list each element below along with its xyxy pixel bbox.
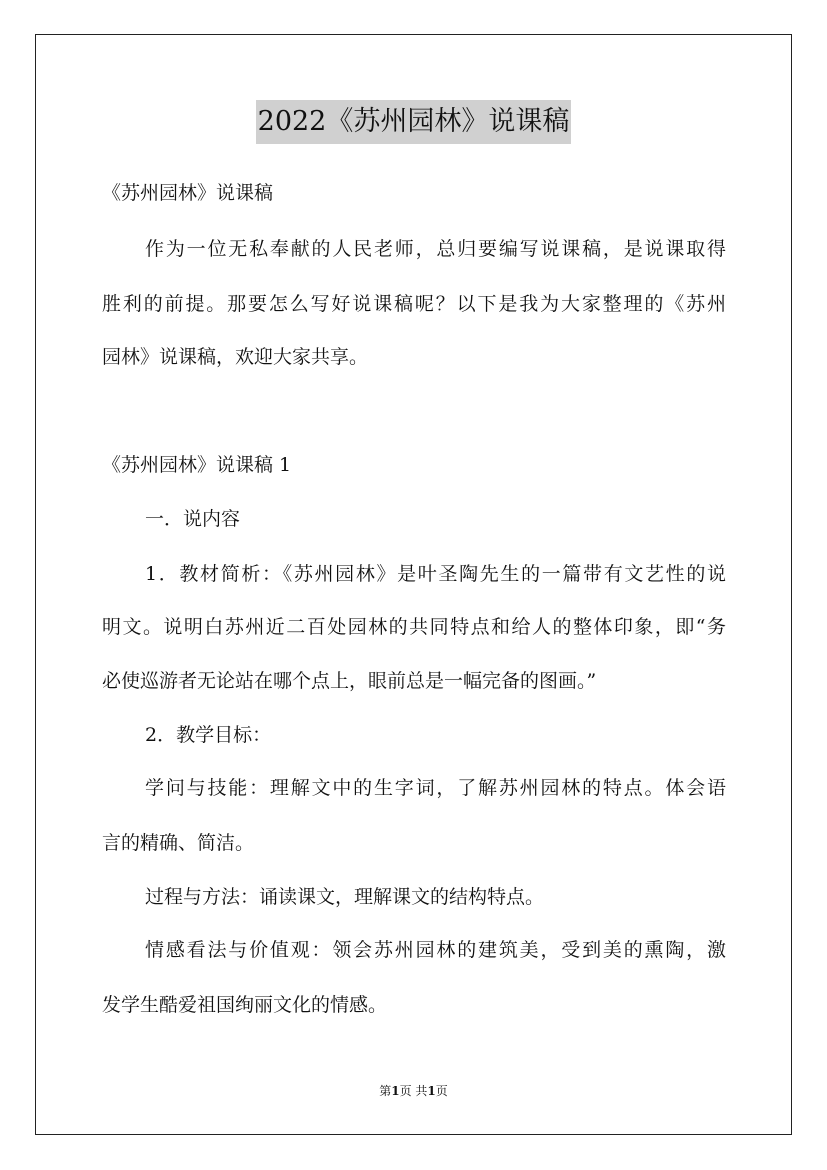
footer-page-number: 1: [391, 1084, 400, 1098]
intro-line-3: 园林》说课稿，欢迎大家共享。: [102, 346, 369, 368]
section-heading: 《苏州园林》说课稿 1: [102, 454, 292, 476]
document-title: [0, 100, 827, 144]
skills-line-2: 言的精确、简洁。: [102, 832, 255, 854]
footer-page-total: 1: [427, 1084, 436, 1098]
item1-line-1: 1．教材简析：《苏州园林》是叶圣陶先生的一篇带有文艺性的说: [145, 563, 726, 585]
footer-suffix: 页: [435, 1084, 448, 1098]
skills-line-1: 学问与技能：理解文中的生字词，了解苏州园林的特点。体会语: [145, 777, 726, 799]
intro-line-1: 作为一位无私奉献的人民老师，总归要编写说课稿，是说课取得: [145, 238, 726, 260]
item2-heading: 2．教学目标：: [145, 724, 272, 746]
intro-line-2: 胜利的前提。那要怎么写好说课稿呢？以下是我为大家整理的《苏州: [102, 293, 726, 315]
item1-line-3: 必使巡游者无论站在哪个点上，眼前总是一幅完备的图画。”: [102, 670, 597, 692]
document-title-text: 2022《苏州园林》说课稿: [256, 100, 572, 144]
values-line-2: 发学生酷爱祖国绚丽文化的情感。: [102, 994, 388, 1016]
subtitle: 《苏州园林》说课稿: [102, 182, 274, 204]
footer-mid: 页 共: [399, 1084, 428, 1098]
values-line-1: 情感看法与价值观：领会苏州园林的建筑美，受到美的熏陶，激: [145, 939, 726, 961]
item1-line-2: 明文。说明白苏州近二百处园林的共同特点和给人的整体印象，即“务: [102, 616, 726, 638]
footer-prefix: 第: [379, 1084, 392, 1098]
process-line: 过程与方法：诵读课文，理解课文的结构特点。: [145, 886, 545, 908]
part-heading: 一．说内容: [145, 508, 241, 530]
page-footer: [0, 1083, 827, 1099]
